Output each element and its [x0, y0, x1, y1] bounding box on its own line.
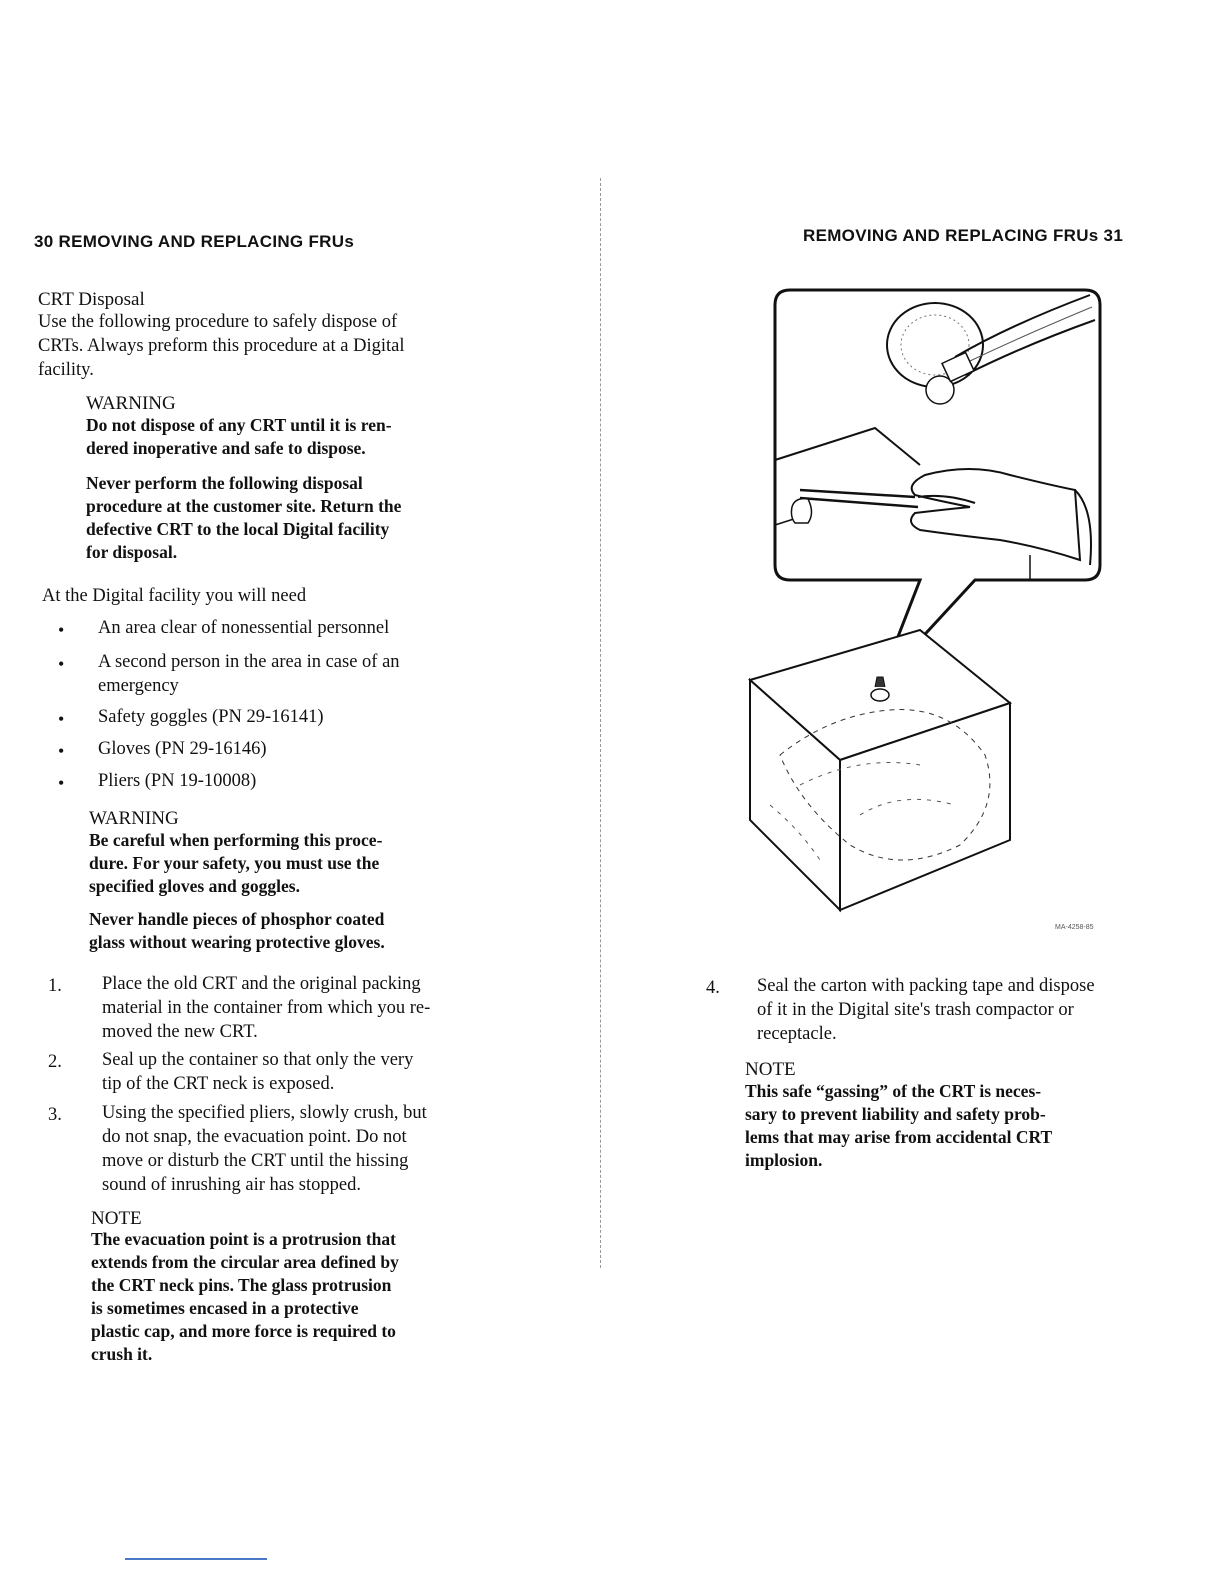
warning-line: Be careful when performing this proce-: [89, 830, 383, 850]
step-line: Seal up the container so that only the very: [102, 1050, 414, 1070]
bottom-rule: [125, 1558, 267, 1560]
warning-line: for disposal.: [86, 542, 178, 562]
bullet-glyph: •: [58, 709, 65, 729]
warning-line: dure. For your safety, you must use the: [89, 853, 380, 873]
step-line: of it in the Digital site's trash compactor or: [757, 1000, 1074, 1020]
step-line: receptacle.: [757, 1024, 837, 1044]
needs-item: [98, 650, 400, 698]
note-line: plastic cap, and more force is required to: [91, 1321, 396, 1341]
step-number: 2.: [48, 1052, 62, 1072]
crt-disposal-figure: [740, 285, 1120, 945]
step-line: move or disturb the CRT until the hissing: [102, 1151, 409, 1171]
needs-item-line: An area clear of nonessential personnel: [98, 618, 390, 638]
bullet-glyph: •: [58, 773, 65, 793]
right-page-header: REMOVING AND REPLACING FRUs 31: [803, 226, 1124, 245]
note-paragraph: [745, 1080, 1052, 1172]
warning-paragraph: [89, 829, 382, 898]
warning-label: WARNING: [86, 393, 176, 414]
needs-item-line: emergency: [98, 676, 179, 696]
bullet-glyph: •: [58, 741, 65, 761]
step-line: tip of the CRT neck is exposed.: [102, 1074, 335, 1094]
warning-paragraph: [89, 908, 385, 954]
needs-item: [98, 737, 267, 761]
warning-paragraph: [86, 472, 401, 564]
needs-item: [98, 705, 324, 729]
warning-line: dered inoperative and safe to dispose.: [86, 438, 366, 458]
warning-line: defective CRT to the local Digital facility: [86, 519, 390, 539]
needs-item-line: Pliers (PN 19-10008): [98, 771, 257, 791]
needs-intro: At the Digital facility you will need: [42, 586, 307, 606]
note-line: is sometimes encased in a protective: [91, 1298, 359, 1318]
note-paragraph: [91, 1228, 399, 1366]
needs-item-line: Safety goggles (PN 29-16141): [98, 707, 324, 727]
note-line: This safe “gassing” of the CRT is neces-: [745, 1081, 1042, 1101]
warning-paragraph: [86, 414, 392, 460]
step-text: [757, 974, 1095, 1046]
step-line: Place the old CRT and the original packing: [102, 974, 421, 994]
crt-neck-tip: [871, 689, 889, 701]
crt-neck-tip: [875, 677, 885, 687]
step-line: sound of inrushing air has stopped.: [102, 1175, 361, 1195]
needs-item: [98, 616, 389, 640]
step-line: do not snap, the evacuation point. Do not: [102, 1127, 407, 1147]
step-text: [102, 1101, 427, 1197]
warning-line: Never handle pieces of phosphor coated: [89, 909, 385, 929]
left-page-header: 30 REMOVING AND REPLACING FRUs: [34, 232, 355, 251]
note-label: NOTE: [745, 1059, 796, 1080]
intro-line: CRTs. Always preform this procedure at a Digital: [38, 336, 405, 356]
note-label: NOTE: [91, 1208, 142, 1229]
intro-line: facility.: [38, 360, 94, 380]
intro-paragraph: [38, 310, 405, 382]
section-title: CRT Disposal: [38, 289, 145, 310]
bullet-glyph: •: [58, 654, 65, 674]
note-line: the CRT neck pins. The glass protrusion: [91, 1275, 392, 1295]
step-number: 3.: [48, 1105, 62, 1125]
step-line: Using the specified pliers, slowly crush, but: [102, 1103, 427, 1123]
note-line: sary to prevent liability and safety prob-: [745, 1104, 1046, 1124]
warning-line: Never perform the following disposal: [86, 473, 363, 493]
bullet-glyph: •: [58, 620, 65, 640]
step-line: material in the container from which you re-: [102, 998, 431, 1018]
warning-line: Do not dispose of any CRT until it is ren-: [86, 415, 392, 435]
warning-line: procedure at the customer site. Return the: [86, 496, 402, 516]
step-text: [102, 972, 430, 1044]
needs-item: [98, 769, 256, 793]
warning-line: specified gloves and goggles.: [89, 876, 300, 896]
note-line: The evacuation point is a protrusion that: [91, 1229, 396, 1249]
note-line: lems that may arise from accidental CRT: [745, 1127, 1053, 1147]
step-text: [102, 1048, 413, 1096]
step-number: 1.: [48, 976, 62, 996]
step-line: Seal the carton with packing tape and dispose: [757, 976, 1095, 996]
note-line: crush it.: [91, 1344, 153, 1364]
note-line: extends from the circular area defined by: [91, 1252, 399, 1272]
step-number: 4.: [706, 978, 720, 998]
step-line: moved the new CRT.: [102, 1022, 258, 1042]
page-gutter: [600, 178, 601, 1268]
needs-item-line: A second person in the area in case of an: [98, 652, 400, 672]
intro-line: Use the following procedure to safely dispose of: [38, 312, 398, 332]
needs-item-line: Gloves (PN 29-16146): [98, 739, 267, 759]
warning-line: glass without wearing protective gloves.: [89, 932, 385, 952]
warning-label: WARNING: [89, 808, 179, 829]
note-line: implosion.: [745, 1150, 823, 1170]
evacuation-point: [791, 499, 811, 523]
figure-id: MA-4258-85: [1055, 924, 1094, 931]
